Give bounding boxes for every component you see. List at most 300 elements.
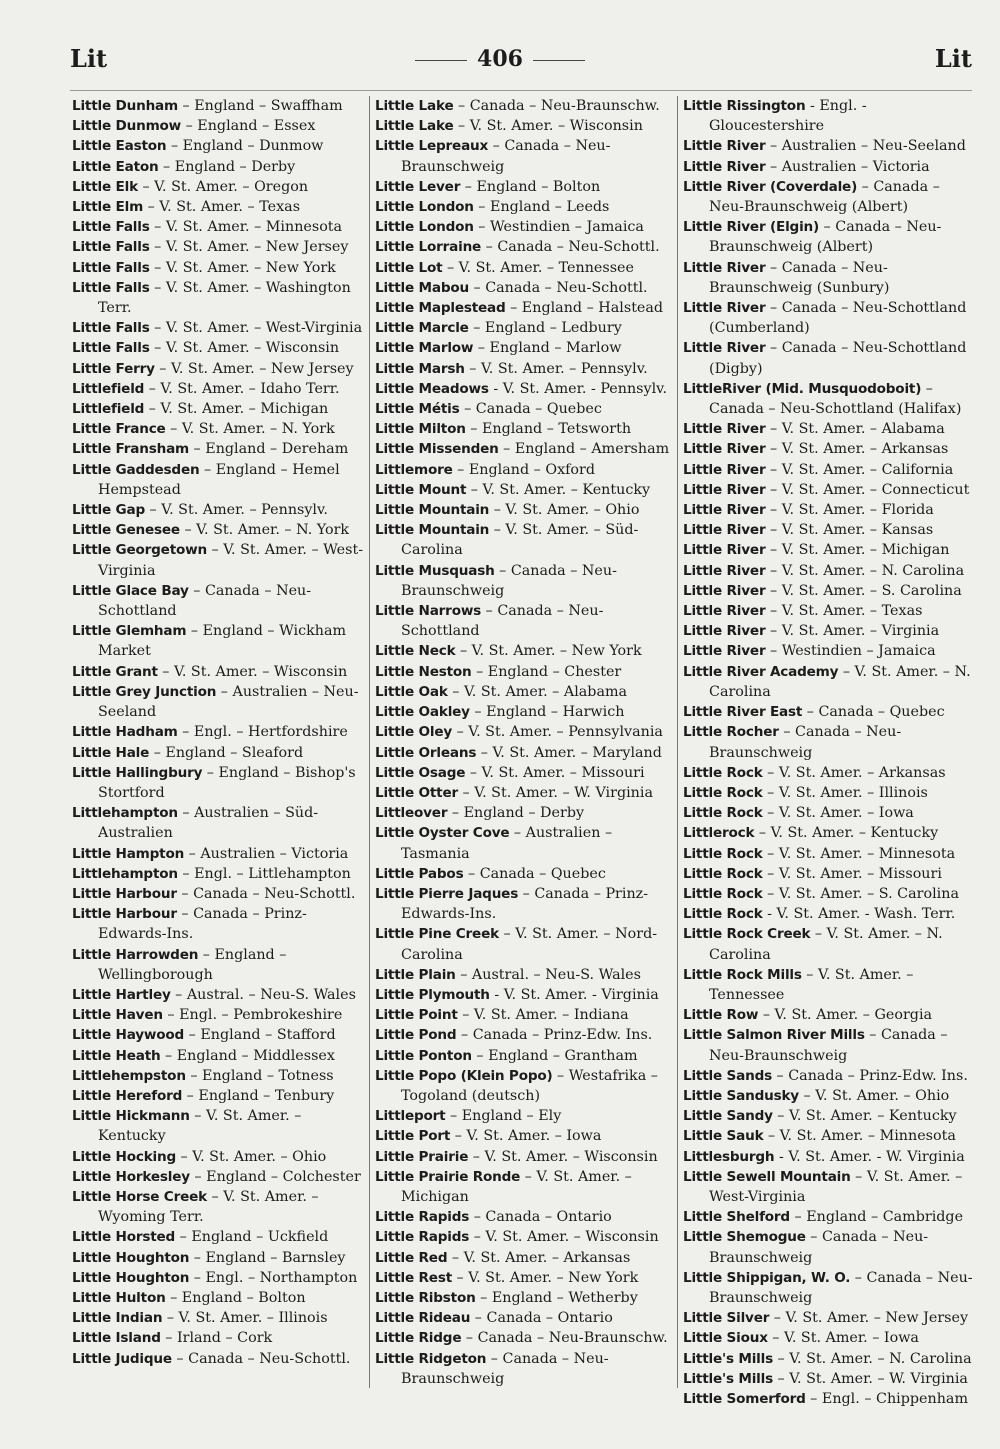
entry-location: – V. St. Amer. – N. Carolina xyxy=(765,562,965,579)
entry-place-name: Little Ridgeton xyxy=(375,1350,487,1367)
entry-place-name: Littlesburgh xyxy=(683,1148,775,1165)
entry-place-name: Little River xyxy=(683,582,766,599)
entry-location: – Canada – Neu-Schottl. xyxy=(468,279,648,296)
gazetteer-entry xyxy=(375,379,673,399)
gazetteer-entry xyxy=(375,278,673,298)
entry-location: – V. St. Amer. – Illinois xyxy=(762,784,928,801)
gazetteer-entry xyxy=(683,258,975,298)
entry-place-name: Little River xyxy=(683,481,766,498)
gazetteer-entry xyxy=(72,1248,370,1268)
entry-location: – Canada – Prinz-Edw. Ins. xyxy=(772,1067,968,1084)
entry-location: – V. St. Amer. – Texas xyxy=(143,199,301,216)
entry-place-name: Little Hocking xyxy=(72,1148,177,1165)
gazetteer-entry xyxy=(683,217,975,257)
entry-place-name: Little Mount xyxy=(375,481,467,498)
entry-place-name: Little's Mills xyxy=(683,1350,773,1367)
gazetteer-entry xyxy=(72,1349,370,1369)
entry-place-name: Little River East xyxy=(683,704,803,721)
entry-location: – Canada – Neu-Braunschweig xyxy=(401,562,617,599)
entry-location: - V. St. Amer. - W. Virginia xyxy=(774,1148,965,1165)
gazetteer-entry xyxy=(72,763,370,803)
gazetteer-entry xyxy=(72,985,370,1005)
entry-location: – V. St. Amer. – Arkansas xyxy=(447,1249,631,1266)
gazetteer-entry xyxy=(683,844,975,864)
entry-location: – England – Amersham xyxy=(498,441,670,458)
header-rule xyxy=(70,90,972,91)
entry-location: – Canada – Quebec xyxy=(802,704,945,721)
gazetteer-entry xyxy=(683,783,975,803)
gazetteer-entry xyxy=(683,1227,975,1267)
entry-place-name: Little Haywood xyxy=(72,1027,185,1044)
entry-location: – V. St. Amer. – California xyxy=(765,461,954,478)
entry-place-name: Little Oakley xyxy=(375,704,470,721)
gazetteer-entry xyxy=(375,197,673,217)
gazetteer-entry xyxy=(683,460,975,480)
entry-place-name: Littleport xyxy=(375,1108,446,1125)
gazetteer-entry xyxy=(683,136,975,156)
entry-location: – England – Sleaford xyxy=(149,744,304,761)
entry-location: – Canada – Neu-Braunschw. xyxy=(453,98,660,114)
gazetteer-entry xyxy=(683,500,975,520)
gazetteer-entry xyxy=(72,540,370,580)
entry-place-name: Little Gaddesden xyxy=(72,461,200,478)
entry-location: – V. St. Amer. – New York xyxy=(455,643,642,660)
entry-location: – V. St. Amer. – Missouri xyxy=(762,865,942,882)
gazetteer-entry xyxy=(375,682,673,702)
entry-location: – V. St. Amer. – Texas xyxy=(765,603,923,620)
entry-location: – Canada – Neu-Schottl. xyxy=(481,239,660,256)
entry-location: – V. St. Amer. – Tennessee xyxy=(709,966,914,1003)
gazetteer-entry xyxy=(72,460,370,500)
entry-place-name: Little Narrows xyxy=(375,603,482,620)
entry-place-name: Littlehampton xyxy=(72,865,178,882)
entry-place-name: Little Popo (Klein Popo) xyxy=(375,1067,553,1084)
entry-place-name: Little Sioux xyxy=(683,1330,768,1347)
entry-location: – Westindien – Jamaica xyxy=(473,219,644,236)
entry-place-name: Little Houghton xyxy=(72,1249,190,1266)
entry-place-name: Little Plain xyxy=(375,966,456,983)
gazetteer-entry xyxy=(72,520,370,540)
gazetteer-entry xyxy=(683,621,975,641)
entry-place-name: Little Neck xyxy=(375,643,456,660)
gazetteer-entry xyxy=(375,985,673,1005)
entry-place-name: Little Missenden xyxy=(375,441,499,458)
gazetteer-entry xyxy=(375,662,673,682)
entry-place-name: Littlefield xyxy=(72,380,145,397)
entry-location: – Canada – Neu-Braunschweig xyxy=(709,1229,929,1266)
entry-place-name: Littlerock xyxy=(683,825,755,842)
entry-location: – V. St. Amer. – Idaho Terr. xyxy=(144,380,340,397)
entry-place-name: Little Rest xyxy=(375,1269,453,1286)
entry-place-name: Little Shemogue xyxy=(683,1229,806,1246)
entry-location: – V. St. Amer. – S. Carolina xyxy=(765,582,962,599)
entry-location: – Canada – Neu-Braunschweig xyxy=(709,724,902,761)
entry-place-name: Little Falls xyxy=(72,259,150,276)
entry-location: – Canada – Neu-Braunschweig xyxy=(709,1269,973,1306)
entry-place-name: Little Rapids xyxy=(375,1229,470,1246)
entry-place-name: Little Harbour xyxy=(72,906,177,923)
entry-location: – V. St. Amer. – New Jersey xyxy=(769,1310,969,1327)
entry-place-name: Little Plymouth xyxy=(375,986,490,1003)
entry-location: – England – Halstead xyxy=(505,300,664,317)
entry-location: – Canada – Neu-Braunschweig xyxy=(401,138,611,175)
entry-place-name: Little Prairie xyxy=(375,1148,469,1165)
gazetteer-entry xyxy=(72,1106,370,1146)
entry-location: – Canada – Neu-Schottl. xyxy=(171,1350,351,1367)
entry-location: – Canada – Quebec xyxy=(463,865,606,882)
entry-location: – V. St. Amer. – Iowa xyxy=(767,1330,919,1347)
entry-place-name: Little Elm xyxy=(72,199,144,216)
entry-place-name: Little Ferry xyxy=(72,360,155,377)
gazetteer-entry xyxy=(72,1187,370,1227)
gazetteer-entry xyxy=(375,823,673,863)
entry-place-name: Little River xyxy=(683,158,766,175)
entry-location: – Engl. – Northampton xyxy=(189,1269,358,1286)
gazetteer-entry xyxy=(683,1025,975,1065)
entry-location: – Canada – Neu-Braunschweig xyxy=(709,1027,948,1064)
entry-place-name: Little Sauk xyxy=(683,1128,764,1145)
entry-location: - V. St. Amer. - Pennsylv. xyxy=(488,380,668,397)
entry-location: – England – Tenbury xyxy=(182,1087,335,1104)
entry-place-name: Little Neston xyxy=(375,663,472,680)
gazetteer-entry xyxy=(683,1147,975,1167)
entry-place-name: Little Port xyxy=(375,1128,451,1145)
entry-column-2 xyxy=(375,96,673,1389)
entry-place-name: Little Easton xyxy=(72,138,167,155)
entry-location: – Engl. – Chippenham xyxy=(805,1391,969,1407)
gazetteer-entry xyxy=(683,1066,975,1086)
entry-place-name: Little Pine Creek xyxy=(375,926,499,943)
entry-location: – England – Stafford xyxy=(184,1027,336,1044)
entry-location: – V. St. Amer. – Michigan xyxy=(765,542,950,559)
gazetteer-entry xyxy=(375,1126,673,1146)
entry-place-name: Littlefield xyxy=(72,401,145,418)
entry-location: – Canada – Neu-Braunschweig (Albert) xyxy=(709,219,942,256)
entry-location: – V. St. Amer. – Michigan xyxy=(401,1168,632,1205)
entry-location: – England – Harwich xyxy=(469,704,625,721)
gazetteer-entry xyxy=(683,1126,975,1146)
gazetteer-entry xyxy=(683,965,975,1005)
entry-place-name: Little Ribston xyxy=(375,1289,476,1306)
entry-location: – Canada – Ontario xyxy=(469,1209,612,1226)
entry-location: – V. St. Amer. – Illinois xyxy=(162,1310,328,1327)
entry-place-name: Little River xyxy=(683,542,766,559)
entry-location: – England – Barnsley xyxy=(189,1249,346,1266)
entry-place-name: Little Sands xyxy=(683,1067,772,1084)
gazetteer-entry xyxy=(683,1005,975,1025)
gazetteer-entry xyxy=(72,844,370,864)
entry-location: – V. St. Amer. – N. Carolina xyxy=(772,1350,972,1367)
gazetteer-entry xyxy=(375,480,673,500)
entry-place-name: Little Falls xyxy=(72,279,150,296)
entry-place-name: Little Meadows xyxy=(375,380,489,397)
entry-location: – Canada – Prinz-Edwards-Ins. xyxy=(98,906,307,943)
entry-location: – V. St. Amer. – Virginia xyxy=(765,623,940,640)
entry-place-name: Little Rock Creek xyxy=(683,926,811,943)
entry-location: – Canada – Neu-Schottland xyxy=(401,603,604,640)
gazetteer-entry xyxy=(375,116,673,136)
entry-place-name: Little River xyxy=(683,461,766,478)
entry-place-name: Little Somerford xyxy=(683,1391,806,1407)
entry-place-name: Little Pabos xyxy=(375,865,464,882)
gazetteer-entry xyxy=(375,1227,673,1247)
entry-place-name: Little River xyxy=(683,300,766,317)
gazetteer-entry xyxy=(72,662,370,682)
gazetteer-entry xyxy=(375,318,673,338)
entry-location: – Canada – Quebec xyxy=(459,401,602,418)
entry-location: – V. St. Amer. – West-Virginia xyxy=(709,1168,963,1205)
entry-location: – Canada – Neu-Schottl. xyxy=(176,885,356,902)
entry-place-name: Little Salmon River Mills xyxy=(683,1027,865,1044)
entry-location: – V. St. Amer. – Maryland xyxy=(476,744,662,761)
entry-place-name: Little Rock xyxy=(683,764,763,781)
entry-place-name: Little Hallingbury xyxy=(72,764,203,781)
entry-location: – V. St. Amer. – S. Carolina xyxy=(762,885,959,902)
entry-place-name: Little River xyxy=(683,562,766,579)
entry-place-name: Little Mountain xyxy=(375,502,490,519)
entry-location: – England – Uckfield xyxy=(175,1229,329,1246)
entry-location: – V. St. Amer. – West-Virginia xyxy=(149,320,363,337)
entry-place-name: Little Sandy xyxy=(683,1108,773,1125)
gazetteer-entry xyxy=(72,1147,370,1167)
entry-place-name: Little London xyxy=(375,199,474,216)
gazetteer-entry xyxy=(375,258,673,278)
entry-location: – England – Totness xyxy=(185,1067,334,1084)
gazetteer-entry xyxy=(72,904,370,944)
entry-place-name: Little Island xyxy=(72,1330,161,1347)
entry-location: – V. St. Amer. – Kentucky xyxy=(466,481,651,498)
entry-place-name: Little Pond xyxy=(375,1027,457,1044)
entry-place-name: Little River (Elgin) xyxy=(683,219,820,236)
entry-location: – V. St. Amer. – Missouri xyxy=(465,764,645,781)
entry-location: – England – Ledbury xyxy=(468,320,622,337)
entry-location: – England – Tetsworth xyxy=(465,421,632,438)
gazetteer-entry xyxy=(375,338,673,358)
entry-location: – V. St. Amer. – Alabama xyxy=(447,683,628,700)
entry-location: – V. St. Amer. – New Jersey xyxy=(154,360,354,377)
entry-place-name: Little Milton xyxy=(375,421,466,438)
entry-location: – V. St. Amer. – Wisconsin xyxy=(149,340,340,357)
entry-location: – V. St. Amer. – Connecticut xyxy=(765,481,970,498)
running-head-right: Lit xyxy=(934,44,972,73)
gazetteer-entry xyxy=(72,399,370,419)
gazetteer-entry xyxy=(683,1308,975,1328)
gazetteer-entry xyxy=(375,1167,673,1207)
entry-location: – Australien – Neu-Seeland xyxy=(765,138,966,155)
entry-location: – England – Grantham xyxy=(471,1047,638,1064)
gazetteer-entry xyxy=(72,743,370,763)
gazetteer-entry xyxy=(72,1025,370,1045)
gazetteer-entry xyxy=(375,1328,673,1348)
gazetteer-entry xyxy=(375,177,673,197)
entry-location: – Canada – Prinz-Edw. Ins. xyxy=(456,1027,653,1044)
entry-column-1 xyxy=(72,96,370,1369)
gazetteer-entry xyxy=(683,581,975,601)
gazetteer-entry xyxy=(72,803,370,843)
gazetteer-entry xyxy=(375,763,673,783)
entry-location: – V. St. Amer. – Wyoming Terr. xyxy=(98,1188,319,1226)
gazetteer-entry xyxy=(375,460,673,480)
gazetteer-entry xyxy=(683,904,975,924)
gazetteer-entry xyxy=(72,217,370,237)
gazetteer-entry xyxy=(375,1207,673,1227)
entry-location: – England – Bolton xyxy=(165,1289,306,1306)
entry-location: – Canada – Neu-Schottland (Halifax) xyxy=(709,380,962,418)
entry-place-name: Little Rock xyxy=(683,784,763,801)
gazetteer-entry xyxy=(683,763,975,783)
gazetteer-entry xyxy=(375,237,673,257)
entry-location: – V. St. Amer. – Oregon xyxy=(137,178,309,195)
entry-location: – V. St. Amer. – Wisconsin xyxy=(468,1148,658,1165)
entry-place-name: Little Falls xyxy=(72,219,150,236)
entry-location: – V. St. Amer. – N. Carolina xyxy=(709,926,943,963)
entry-place-name: Little River xyxy=(683,623,766,640)
gazetteer-entry xyxy=(72,258,370,278)
entry-place-name: Little Gap xyxy=(72,502,145,519)
entry-location: – England – Wellingborough xyxy=(98,946,287,983)
entry-place-name: Little River Academy xyxy=(683,663,839,680)
entry-place-name: Little Judique xyxy=(72,1350,172,1367)
entry-place-name: Little Sewell Mountain xyxy=(683,1168,851,1185)
gazetteer-entry xyxy=(375,1349,673,1389)
entry-location: – V. St. Amer. – Kentucky xyxy=(98,1108,302,1145)
entry-place-name: Little Hickmann xyxy=(72,1108,190,1125)
entry-place-name: Little Harrowden xyxy=(72,946,199,963)
entry-place-name: Little River xyxy=(683,340,766,357)
entry-place-name: Little Otter xyxy=(375,784,459,801)
entry-location: – England – Oxford xyxy=(452,461,596,478)
entry-location: – England – Chester xyxy=(471,663,622,680)
entry-place-name: Little River xyxy=(683,421,766,438)
entry-place-name: Little Marcle xyxy=(375,320,469,337)
entry-location: – V. St. Amer. – Pennsylv. xyxy=(145,502,328,519)
entry-place-name: Little Rock xyxy=(683,805,763,822)
gazetteer-entry xyxy=(72,682,370,722)
entry-place-name: Little Rock xyxy=(683,845,763,862)
entry-place-name: Little Lever xyxy=(375,178,461,195)
gazetteer-entry xyxy=(72,359,370,379)
gazetteer-entry xyxy=(375,136,673,176)
entry-location: – England – Ely xyxy=(445,1108,562,1125)
column-divider xyxy=(369,96,370,1388)
entry-location: – V. St. Amer. – Indiana xyxy=(457,1007,629,1024)
gazetteer-entry xyxy=(72,621,370,661)
gazetteer-entry xyxy=(72,884,370,904)
entry-location: – Engl. – Hertfordshire xyxy=(177,724,348,741)
entry-place-name: Little Genesee xyxy=(72,522,180,539)
gazetteer-entry xyxy=(375,702,673,722)
entry-location: – England – Hemel Hempstead xyxy=(98,461,340,498)
entry-place-name: Little Row xyxy=(683,1007,759,1024)
entry-place-name: Little Oak xyxy=(375,683,448,700)
entry-place-name: Little Orleans xyxy=(375,744,477,761)
entry-location: – Australien – Victoria xyxy=(184,845,349,862)
entry-place-name: Little Eaton xyxy=(72,158,159,175)
entry-place-name: Little Hereford xyxy=(72,1087,183,1104)
entry-location: – V. St. Amer. – New York xyxy=(452,1269,639,1286)
gazetteer-entry xyxy=(683,1268,975,1308)
entry-location: – V. St. Amer. – N. York xyxy=(179,522,350,539)
entry-location: – Canada – Neu-Braunschw. xyxy=(461,1330,668,1347)
gazetteer-entry xyxy=(72,1288,370,1308)
entry-place-name: Little Elk xyxy=(72,178,138,195)
gazetteer-entry xyxy=(72,237,370,257)
gazetteer-entry xyxy=(375,1025,673,1045)
entry-place-name: Little Horse Creek xyxy=(72,1188,207,1205)
entry-location: – V. St. Amer. – Georgia xyxy=(758,1007,933,1024)
gazetteer-entry xyxy=(375,722,673,742)
gazetteer-entry xyxy=(683,177,975,217)
entry-place-name: Little Fransham xyxy=(72,441,190,458)
entry-location: – V. St. Amer. – Wisconsin xyxy=(453,118,643,135)
entry-place-name: Little Falls xyxy=(72,239,150,256)
entry-place-name: Littlehampton xyxy=(72,805,178,822)
entry-location: – England – Wetherby xyxy=(475,1289,638,1306)
page-number-text: 406 xyxy=(477,46,523,72)
gazetteer-entry xyxy=(375,1066,673,1106)
entry-location: – V. St. Amer. – New Jersey xyxy=(149,239,349,256)
entry-location: – V. St. Amer. – Arkansas xyxy=(762,764,946,781)
entry-place-name: Little Mountain xyxy=(375,522,490,539)
entry-location: – Austral. – Neu-S. Wales xyxy=(455,966,641,983)
entry-place-name: Little Hampton xyxy=(72,845,185,862)
entry-place-name: Little River xyxy=(683,502,766,519)
gazetteer-entry xyxy=(375,1248,673,1268)
gazetteer-entry xyxy=(375,743,673,763)
entry-place-name: Little Hartley xyxy=(72,986,171,1003)
entry-place-name: Littlemore xyxy=(375,461,453,478)
entry-place-name: Little Rock Mills xyxy=(683,966,802,983)
entry-location: – V. St. Amer. – New York xyxy=(149,259,336,276)
gazetteer-entry xyxy=(375,1288,673,1308)
entry-location: – England – Dunmow xyxy=(166,138,324,155)
entry-place-name: Little Ridge xyxy=(375,1330,462,1347)
entry-place-name: Little Oley xyxy=(375,724,453,741)
entry-place-name: Little River xyxy=(683,441,766,458)
gazetteer-entry xyxy=(72,1167,370,1187)
gazetteer-entry xyxy=(72,864,370,884)
entry-location: – Engl. – Pembrokeshire xyxy=(162,1007,343,1024)
entry-location: – V. St. Amer. – Minnesota xyxy=(762,845,956,862)
gazetteer-entry xyxy=(683,298,975,338)
gazetteer-entry xyxy=(375,217,673,237)
gazetteer-entry xyxy=(683,1328,975,1348)
gazetteer-entry xyxy=(683,1389,975,1409)
gazetteer-entry xyxy=(72,722,370,742)
entry-location: – England – Bolton xyxy=(460,178,601,195)
entry-location: – V. St. Amer. – Alabama xyxy=(765,421,945,438)
entry-place-name: Little Prairie Ronde xyxy=(375,1168,521,1185)
gazetteer-entry xyxy=(683,1106,975,1126)
gazetteer-entry xyxy=(375,439,673,459)
entry-place-name: Little Rocher xyxy=(683,724,779,741)
gazetteer-entry xyxy=(72,1308,370,1328)
entry-place-name: Little Lepreaux xyxy=(375,138,489,155)
entry-place-name: Little Marlow xyxy=(375,340,474,357)
entry-location: – V. St. Amer. – N. Carolina xyxy=(709,663,971,700)
entry-location: – Canada – Prinz-Edwards-Ins. xyxy=(401,885,649,923)
gazetteer-entry xyxy=(72,379,370,399)
gazetteer-entry xyxy=(683,1349,975,1369)
entry-place-name: Little Silver xyxy=(683,1310,770,1327)
entry-place-name: Little Falls xyxy=(72,320,150,337)
entry-column-3 xyxy=(683,96,975,1409)
entry-location: – Westafrika – Togoland (deutsch) xyxy=(401,1067,658,1104)
entry-location: – V. St. Amer. – Minnesota xyxy=(149,219,343,236)
gazetteer-entry xyxy=(683,662,975,702)
gazetteer-entry xyxy=(683,338,975,378)
entry-location: – England – Marlow xyxy=(473,340,622,357)
